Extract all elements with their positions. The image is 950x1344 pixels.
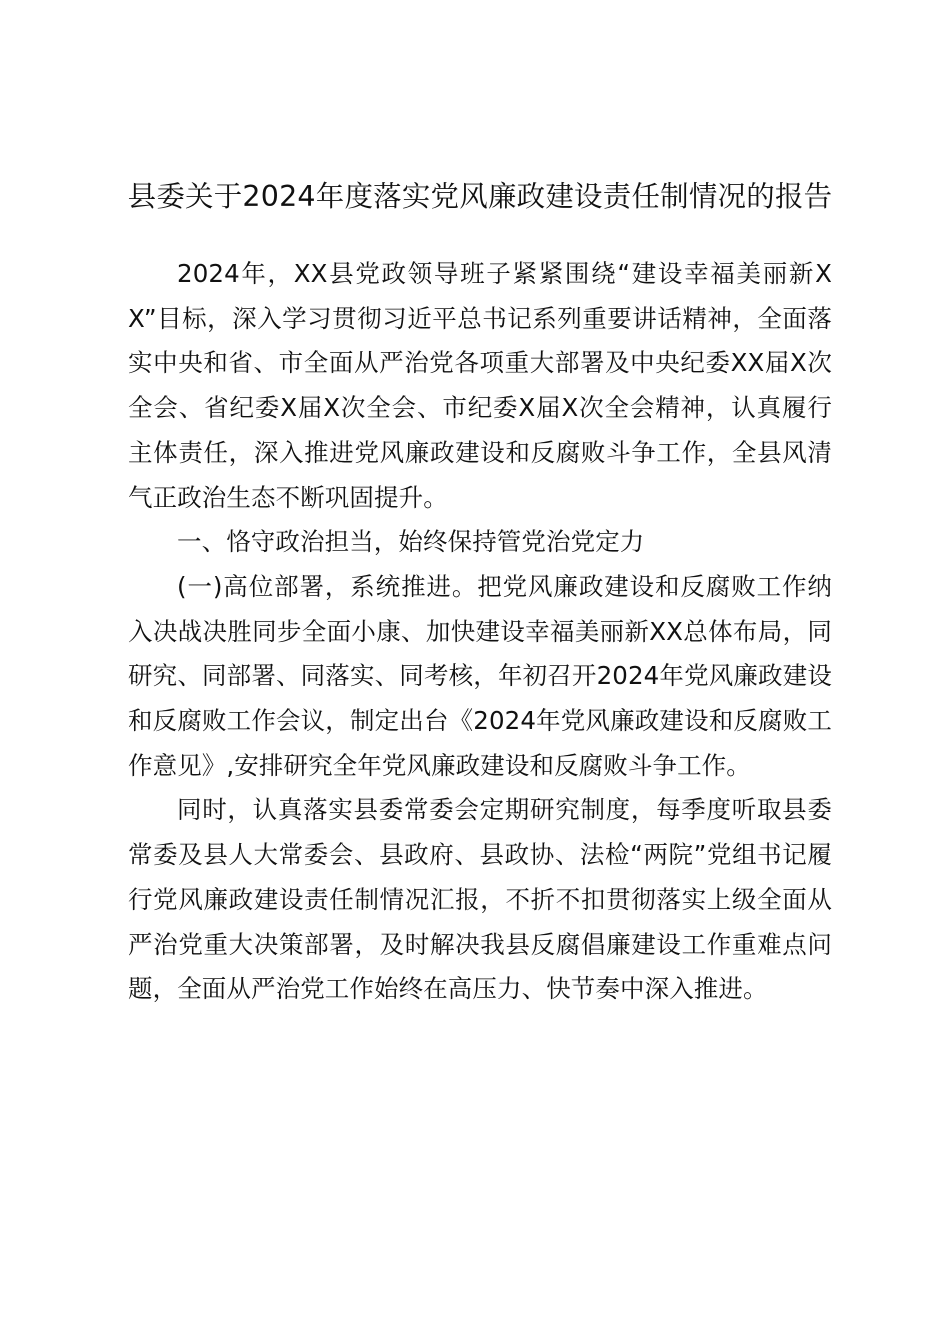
- paragraph-intro: 2024年，XX县党政领导班子紧紧围绕“建设幸福美丽新XX”目标，深入学习贯彻习近平总书记系列重要讲话精神，全面落实中央和省、市全面从严治党各项重大部署及中央纪委XX届X次全会、省纪委X届X次全会、市纪委X届X次全会精神，认真履行主体责任，深入推进党风廉政建设和反腐败斗争工作，全县风清气正政治生态不断巩固提升。: [128, 259, 832, 512]
- paragraph-supervision: 同时，认真落实县委常委会定期研究制度，每季度听取县委常委及县人大常委会、县政府、县政协、法检“两院”党组书记履行党风廉政建设责任制情况汇报，不折不扣贯彻落实上级全面从严治党重大决策部署，及时解决我县反腐倡廉建设工作重难点问题，全面从严治党工作始终在高压力、快节奏中深入推进。: [128, 795, 832, 1004]
- paragraph-deployment: (一)高位部署，系统推进。把党风廉政建设和反腐败工作纳入决战决胜同步全面小康、加快建设幸福美丽新XX总体布局，同研究、同部署、同落实、同考核，年初召开2024年党风廉政建设和反腐败工作会议，制定出台《2024年党风廉政建设和反腐败工作意见》,安排研究全年党风廉政建设和反腐败斗争工作。: [128, 571, 832, 780]
- document-body: [128, 252, 832, 1012]
- document-title: 县委关于2024年度落实党风廉政建设责任制情况的报告: [127, 180, 833, 213]
- section-heading-1: 一、恪守政治担当，始终保持管党治党定力: [177, 527, 645, 557]
